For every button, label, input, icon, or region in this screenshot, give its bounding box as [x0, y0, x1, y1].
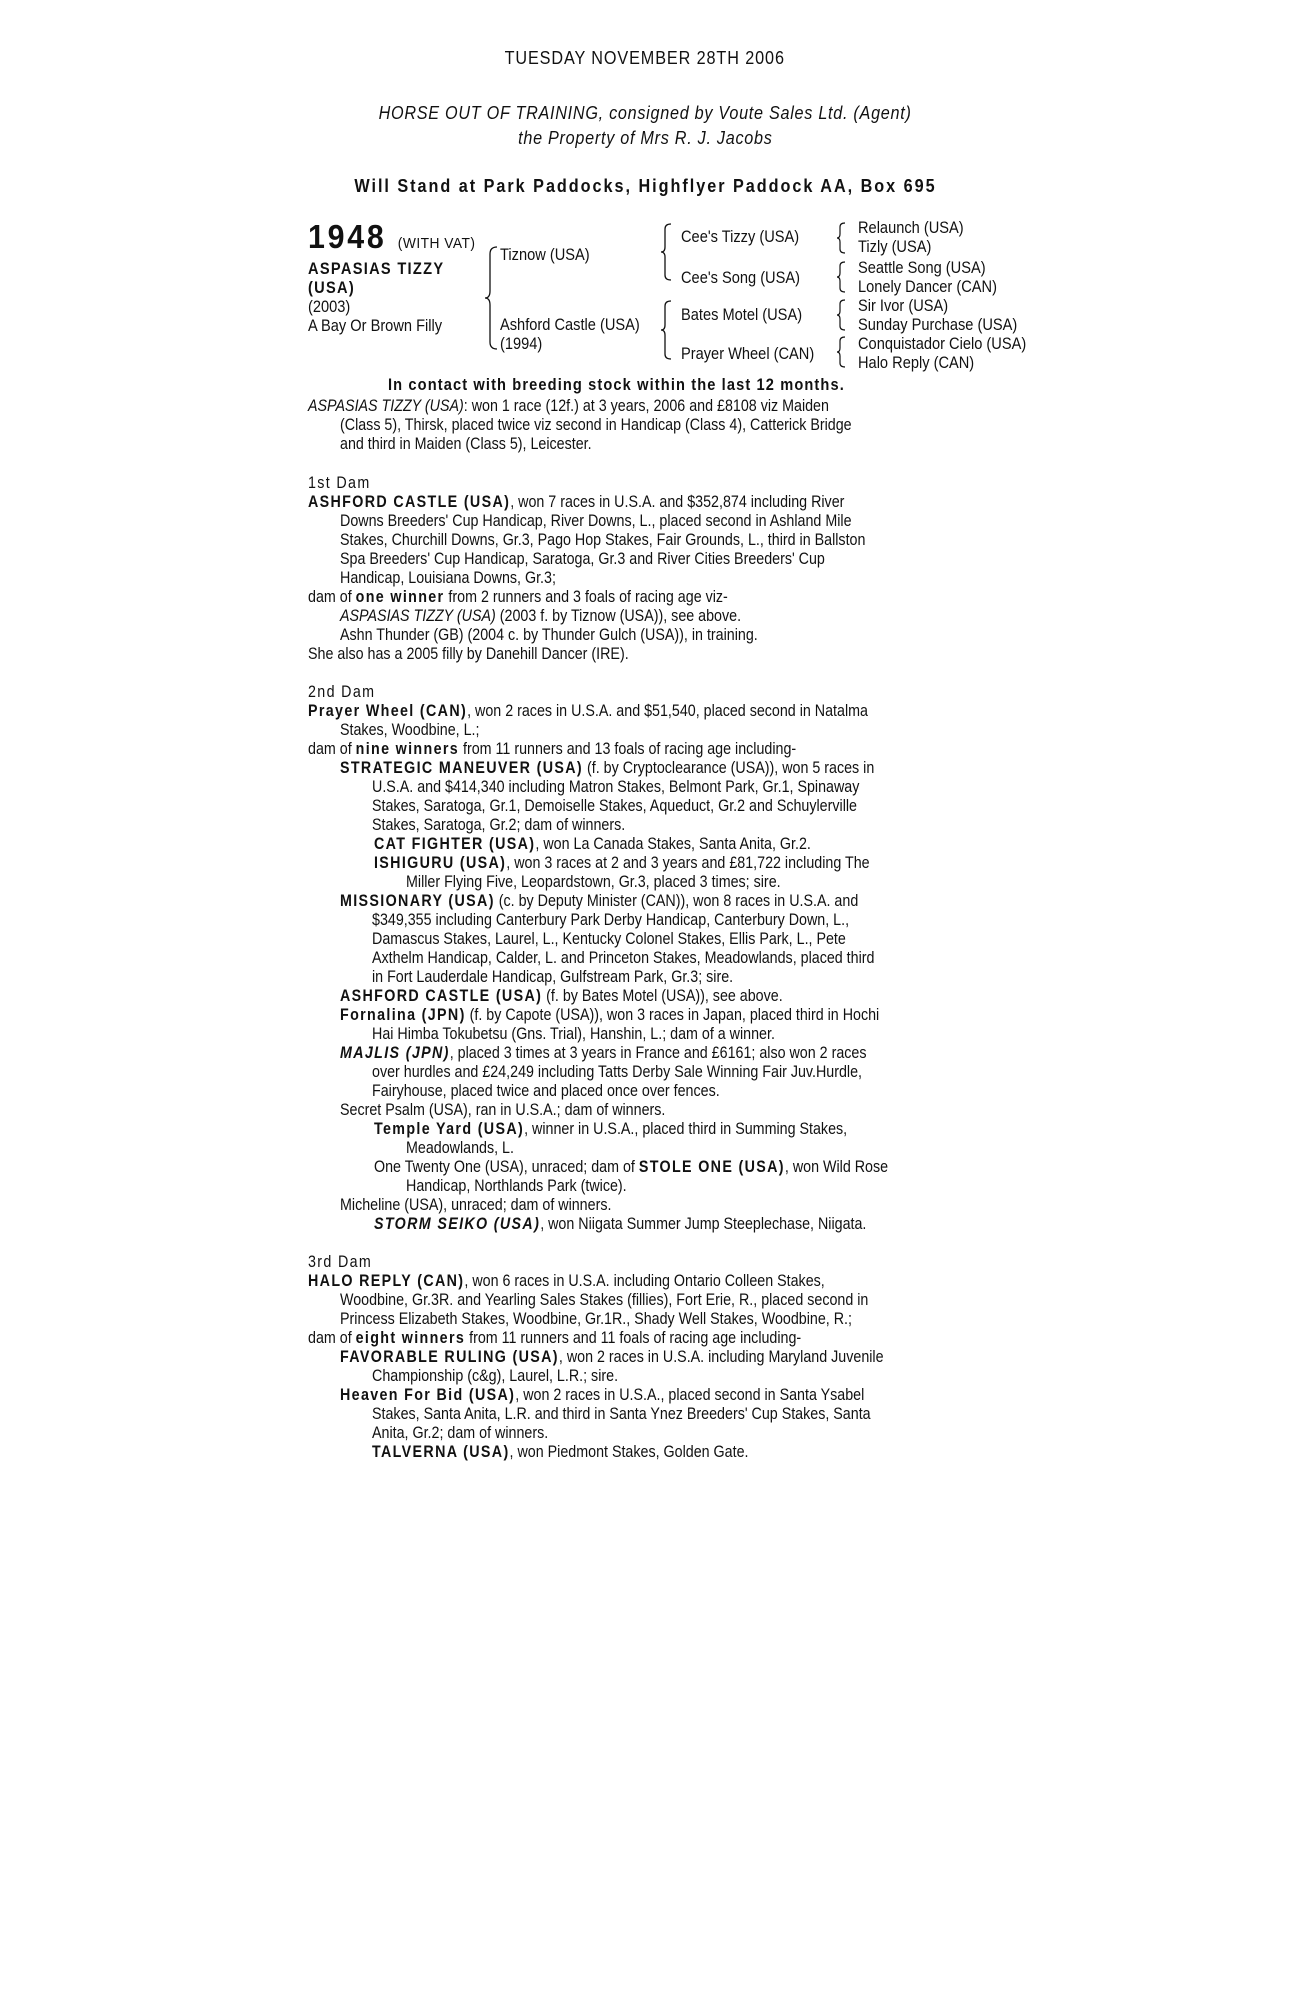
produce-line: Meadowlands, L. — [406, 1138, 514, 1157]
horse-origin: (USA) — [308, 278, 356, 297]
second-dam-produce-summary: dam of nine winners from 11 runners and 13 foals of racing age including- — [308, 739, 797, 758]
dam-produce-summary: dam of one winner from 2 runners and 3 foals of racing age viz- — [308, 587, 728, 606]
produce-line: FAVORABLE RULING (USA), won 2 races in U.S.A. including Maryland Juvenile — [340, 1347, 884, 1366]
produce-line: ASPASIAS TIZZY (USA) (2003 f. by Tiznow (USA)), see above. — [340, 606, 742, 625]
section-heading-1st-dam: 1st Dam — [308, 473, 371, 492]
produce-line: U.S.A. and $414,340 including Matron Stakes, Belmont Park, Gr.1, Spinaway — [372, 777, 860, 796]
second-dam-line: Stakes, Woodbine, L.; — [340, 720, 480, 739]
produce-line: Temple Yard (USA), winner in U.S.A., placed third in Summing Stakes, — [374, 1119, 848, 1138]
third-dam-line: Princess Elizabeth Stakes, Woodbine, Gr.1R., Shady Well Stakes, Woodbine, R.; — [340, 1309, 852, 1328]
produce-line: Heaven For Bid (USA), won 2 races in U.S.A., placed second in Santa Ysabel — [340, 1385, 865, 1404]
pedigree-g5: Sir Ivor (USA) — [858, 296, 949, 315]
pedigree-sire: Tiznow (USA) — [500, 245, 590, 264]
produce-line: STRATEGIC MANEUVER (USA) (f. by Cryptoclearance (USA)), won 5 races in — [340, 758, 875, 777]
second-dam-line: Prayer Wheel (CAN), won 2 races in U.S.A. and $51,540, placed second in Natalma — [308, 701, 868, 720]
produce-line: $349,355 including Canterbury Park Derby Handicap, Canterbury Down, L., — [372, 910, 850, 929]
pedigree-brace-g1 — [836, 222, 846, 254]
produce-line: Stakes, Saratoga, Gr.2; dam of winners. — [372, 815, 626, 834]
third-dam-produce-summary: dam of eight winners from 11 runners and 11 foals of racing age including- — [308, 1328, 802, 1347]
pedigree-brace-g4 — [836, 336, 846, 368]
produce-line: in Fort Lauderdale Handicap, Gulfstream Park, Gr.3; sire. — [372, 967, 734, 986]
pedigree-brace-sire — [660, 223, 672, 281]
produce-line: Fairyhouse, placed twice and placed once over fences. — [372, 1081, 720, 1100]
produce-line: ISHIGURU (USA), won 3 races at 2 and 3 years and £81,722 including The — [374, 853, 870, 872]
pedigree-g7: Conquistador Cielo (USA) — [858, 334, 1027, 353]
produce-line: Stakes, Santa Anita, L.R. and third in Santa Ynez Breeders' Cup Stakes, Santa — [372, 1404, 871, 1423]
dam-record-line: ASHFORD CASTLE (USA), won 7 races in U.S.A. and $352,874 including River — [308, 492, 845, 511]
pedigree-brace-main — [484, 246, 498, 350]
pedigree-brace-g3 — [836, 299, 846, 331]
property-line: the Property of Mrs R. J. Jacobs — [517, 128, 773, 148]
pedigree-g1: Relaunch (USA) — [858, 218, 964, 237]
pedigree-brace-g2 — [836, 261, 846, 293]
horse-description: A Bay Or Brown Filly — [308, 316, 443, 335]
pedigree-sire-sire: Cee's Tizzy (USA) — [681, 227, 800, 246]
produce-line: TALVERNA (USA), won Piedmont Stakes, Golden Gate. — [372, 1442, 749, 1461]
produce-line: over hurdles and £24,249 including Tatts Derby Sale Winning Fair Juv.Hurdle, — [372, 1062, 863, 1081]
produce-line: Damascus Stakes, Laurel, L., Kentucky Colonel Stakes, Ellis Park, L., Pete — [372, 929, 846, 948]
produce-line: Micheline (USA), unraced; dam of winners. — [340, 1195, 612, 1214]
third-dam-line: HALO REPLY (CAN), won 6 races in U.S.A. including Ontario Colleen Stakes, — [308, 1271, 825, 1290]
horse-name: ASPASIAS TIZZY — [308, 259, 445, 278]
produce-line: Secret Psalm (USA), ran in U.S.A.; dam of winners. — [340, 1100, 666, 1119]
pedigree-brace-dam — [660, 300, 672, 360]
produce-line: Miller Flying Five, Leopardstown, Gr.3, placed 3 times; sire. — [406, 872, 781, 891]
produce-line: Ashn Thunder (GB) (2004 c. by Thunder Gulch (USA)), in training. — [340, 625, 758, 644]
race-record-line: ASPASIAS TIZZY (USA): won 1 race (12f.) at 3 years, 2006 and £8108 viz Maiden — [308, 396, 829, 415]
produce-line: Axthelm Handicap, Calder, L. and Princeton Stakes, Meadowlands, placed third — [372, 948, 875, 967]
produce-line: Anita, Gr.2; dam of winners. — [372, 1423, 549, 1442]
pedigree-dam-dam: Prayer Wheel (CAN) — [681, 344, 815, 363]
produce-line: One Twenty One (USA), unraced; dam of STOLE ONE (USA), won Wild Rose — [374, 1157, 889, 1176]
breeding-contact-note: In contact with breeding stock within the last 12 months. — [388, 375, 845, 394]
consignment-line: HORSE OUT OF TRAINING, consigned by Voute Sales Ltd. (Agent) — [378, 103, 912, 123]
vat-note: (WITH VAT) — [397, 235, 476, 252]
pedigree-g2: Tizly (USA) — [858, 237, 932, 256]
third-dam-line: Woodbine, Gr.3R. and Yearling Sales Stakes (fillies), Fort Erie, R., placed second in — [340, 1290, 869, 1309]
pedigree-dam: Ashford Castle (USA) — [500, 315, 640, 334]
produce-line: Fornalina (JPN) (f. by Capote (USA)), won 3 races in Japan, placed third in Hochi — [340, 1005, 880, 1024]
dam-record-line: Handicap, Louisiana Downs, Gr.3; — [340, 568, 556, 587]
horse-year: (2003) — [308, 297, 351, 316]
produce-line: She also has a 2005 filly by Danehill Dancer (IRE). — [308, 644, 629, 663]
produce-line: ASHFORD CASTLE (USA) (f. by Bates Motel (USA)), see above. — [340, 986, 783, 1005]
produce-line: Hai Himba Tokubetsu (Gns. Trial), Hanshin, L.; dam of a winner. — [372, 1024, 775, 1043]
produce-line: Handicap, Northlands Park (twice). — [406, 1176, 627, 1195]
dam-record-line: Downs Breeders' Cup Handicap, River Downs, L., placed second in Ashland Mile — [340, 511, 852, 530]
section-heading-3rd-dam: 3rd Dam — [308, 1252, 373, 1271]
pedigree-g8: Halo Reply (CAN) — [858, 353, 975, 372]
pedigree-dam-sire: Bates Motel (USA) — [681, 305, 803, 324]
section-heading-2nd-dam: 2nd Dam — [308, 682, 376, 701]
pedigree-sire-dam: Cee's Song (USA) — [681, 268, 800, 287]
dam-record-line: Spa Breeders' Cup Handicap, Saratoga, Gr.3 and River Cities Breeders' Cup — [340, 549, 825, 568]
pedigree-g4: Lonely Dancer (CAN) — [858, 277, 997, 296]
pedigree-dam-year: (1994) — [500, 334, 543, 353]
pedigree-g6: Sunday Purchase (USA) — [858, 315, 1018, 334]
race-record-line: (Class 5), Thirsk, placed twice viz second in Handicap (Class 4), Catterick Bridge — [340, 415, 852, 434]
sale-date: TUESDAY NOVEMBER 28TH 2006 — [504, 48, 786, 68]
race-record-line: and third in Maiden (Class 5), Leicester. — [340, 434, 592, 453]
produce-line: MAJLIS (JPN), placed 3 times at 3 years in France and £6161; also won 2 races — [340, 1043, 867, 1062]
pedigree-g3: Seattle Song (USA) — [858, 258, 986, 277]
dam-record-line: Stakes, Churchill Downs, Gr.3, Pago Hop Stakes, Fair Grounds, L., third in Ballston — [340, 530, 866, 549]
produce-line: MISSIONARY (USA) (c. by Deputy Minister (CAN)), won 8 races in U.S.A. and — [340, 891, 859, 910]
produce-line: Championship (c&g), Laurel, L.R.; sire. — [372, 1366, 619, 1385]
produce-line: Stakes, Saratoga, Gr.1, Demoiselle Stakes, Aqueduct, Gr.2 and Schuylerville — [372, 796, 857, 815]
stand-location: Will Stand at Park Paddocks, Highflyer Paddock AA, Box 695 — [353, 176, 937, 196]
lot-number: 1948 (WITH VAT) — [308, 218, 476, 255]
produce-line: STORM SEIKO (USA), won Niigata Summer Jump Steeplechase, Niigata. — [374, 1214, 867, 1233]
produce-line: CAT FIGHTER (USA), won La Canada Stakes, Santa Anita, Gr.2. — [374, 834, 811, 853]
